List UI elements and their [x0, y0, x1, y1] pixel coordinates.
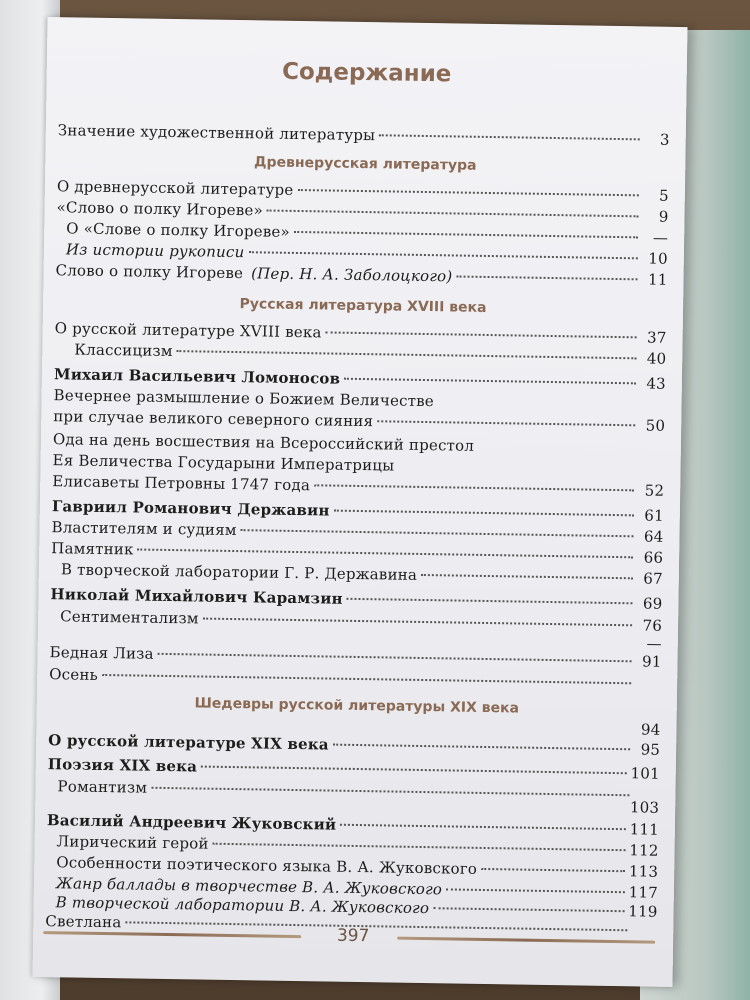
toc-entry-title: Памятник	[51, 539, 134, 559]
toc-entry-title: Жанр баллады в творчестве В. А. Жуковского	[55, 874, 443, 899]
toc-entry-page: 10	[648, 249, 668, 268]
toc-entry-title: О русской литературе XVIII века	[54, 319, 322, 342]
contents-page	[32, 17, 687, 987]
leader-dots	[340, 823, 625, 830]
leader-dots	[51, 796, 626, 808]
leader-dots	[203, 617, 632, 627]
toc-entry-title: Бедная Лиза	[49, 643, 154, 663]
toc-entry-title: Гавриил Романович Державин	[51, 497, 330, 520]
toc-entry-title: Осень	[49, 665, 99, 684]
toc-entry-title: Романтизм	[57, 777, 148, 797]
leader-dots	[433, 906, 624, 912]
toc-entry-page: 91	[641, 652, 662, 671]
toc-entry-page: 103	[629, 798, 660, 817]
toc-entry-page: 64	[643, 527, 664, 546]
toc-entry-title: Особенности поэтического языка В. А. Жуковского	[56, 853, 478, 878]
leader-dots	[421, 573, 633, 579]
toc-entry-page: 9	[658, 207, 669, 226]
toc-entry-page: 3	[659, 130, 670, 149]
toc-entry-title: Елисаветы Петровны 1747 года	[52, 472, 311, 495]
toc-entry-title: Значение художественной литературы	[57, 121, 376, 145]
toc-entry-title: «Слово о полку Игореве»	[56, 198, 264, 220]
toc-entry-page: 101	[630, 764, 660, 783]
toc-entry-page: 112	[629, 841, 659, 860]
leader-dots	[158, 652, 632, 662]
leader-dots	[314, 483, 634, 491]
leader-dots	[333, 743, 630, 751]
toc-entry-page: 43	[646, 374, 667, 393]
toc-entry-page: 113	[628, 862, 659, 881]
section-heading: Русская литература XVIII века	[239, 296, 487, 316]
leader-dots	[177, 349, 637, 359]
toc-entry-title: при случае великого северного сияния	[53, 407, 374, 431]
toc-entry-page: 95	[640, 740, 661, 759]
toc-entry-page: 40	[646, 349, 667, 368]
leader-dots	[344, 377, 636, 385]
toc-entry-title: Михаил Васильевич Ломоносов	[53, 365, 341, 388]
toc-entry-title: Классицизм	[74, 340, 173, 361]
leader-dots	[334, 509, 634, 517]
page-number: 397	[336, 925, 370, 947]
leader-dots	[297, 188, 638, 196]
leader-dots	[267, 209, 639, 218]
toc-entry-title: В творческой лаборатории Г. Р. Державина	[60, 560, 418, 584]
toc-entry-title-line: Ея Величества Государыни Императрицы	[52, 451, 395, 475]
leader-dots	[213, 842, 626, 851]
toc-entry-title: Сентиментализм	[60, 607, 199, 628]
page-title: Содержание	[281, 58, 452, 88]
section-heading: Шедевры русской литературы XIX века	[194, 695, 520, 717]
leader-dots	[379, 133, 640, 140]
leader-dots	[241, 528, 634, 537]
toc-entry-title: О древнерусской литературе	[56, 177, 294, 199]
leader-dots	[248, 250, 637, 259]
leader-dots	[294, 230, 638, 238]
toc-entry-title: Слово о полку Игореве	[55, 261, 244, 283]
toc-entry-title: Василий Андреевич Жуковский	[46, 811, 337, 834]
toc-entry-page: 5	[658, 186, 669, 205]
toc-entry-title: Лирический герой	[56, 832, 209, 853]
toc-entry-page: 50	[645, 416, 666, 435]
toc-entry-page: 52	[644, 481, 665, 500]
toc-entry-page: —	[652, 228, 669, 247]
toc-entry-page: 66	[643, 548, 664, 567]
leader-dots	[481, 867, 625, 872]
toc-entry-page: 76	[642, 616, 663, 635]
toc-entry-title: Поэзия XIX века	[47, 755, 198, 776]
section-heading: Древнерусская литература	[253, 154, 477, 174]
toc-entry-title-line: Вечернее размышление о Божием Величестве	[53, 386, 435, 411]
toc-entry-page: 119	[628, 902, 658, 921]
leader-dots	[326, 330, 637, 338]
toc-entry-title-line: Ода на день восшествия на Всероссийский престол	[52, 430, 475, 455]
toc-entry-page: 69	[642, 594, 663, 613]
toc-entry-page: 111	[629, 820, 660, 839]
toc-entry-title: О русской литературе XIX века	[48, 731, 329, 754]
leader-dots	[54, 632, 632, 644]
toc-entry-page: 94	[640, 720, 661, 739]
toc-entry-title: Властителям и судиям	[51, 518, 237, 540]
toc-entry-title: Из истории рукописи	[65, 240, 245, 262]
leader-dots	[53, 718, 631, 730]
leader-dots	[138, 548, 634, 559]
toc-entry-page: 61	[644, 506, 664, 525]
leader-dots	[102, 673, 631, 684]
toc-entry-title: Николай Михайлович Карамзин	[50, 585, 343, 608]
leader-dots	[201, 765, 626, 775]
translator-note: (Пер. Н. А. Заболоцкого)	[251, 264, 453, 286]
toc-entry-title: О «Слове о полку Игореве»	[66, 219, 291, 241]
leader-dots	[347, 597, 633, 604]
toc-entry-title: Светлана	[45, 912, 122, 932]
toc-entry-page: 11	[647, 270, 668, 289]
toc-entry-page: —	[646, 634, 662, 653]
toc-entry-page: 117	[628, 883, 659, 902]
leader-dots	[446, 887, 625, 893]
toc-entry[interactable]	[58, 121, 670, 153]
toc-entry-title: В творческой лаборатории В. А. Жуковского	[55, 893, 430, 918]
toc-entry-page: 37	[646, 328, 667, 347]
leader-dots	[456, 274, 637, 280]
leader-dots	[377, 419, 635, 426]
toc-entry-page: 67	[643, 569, 663, 588]
